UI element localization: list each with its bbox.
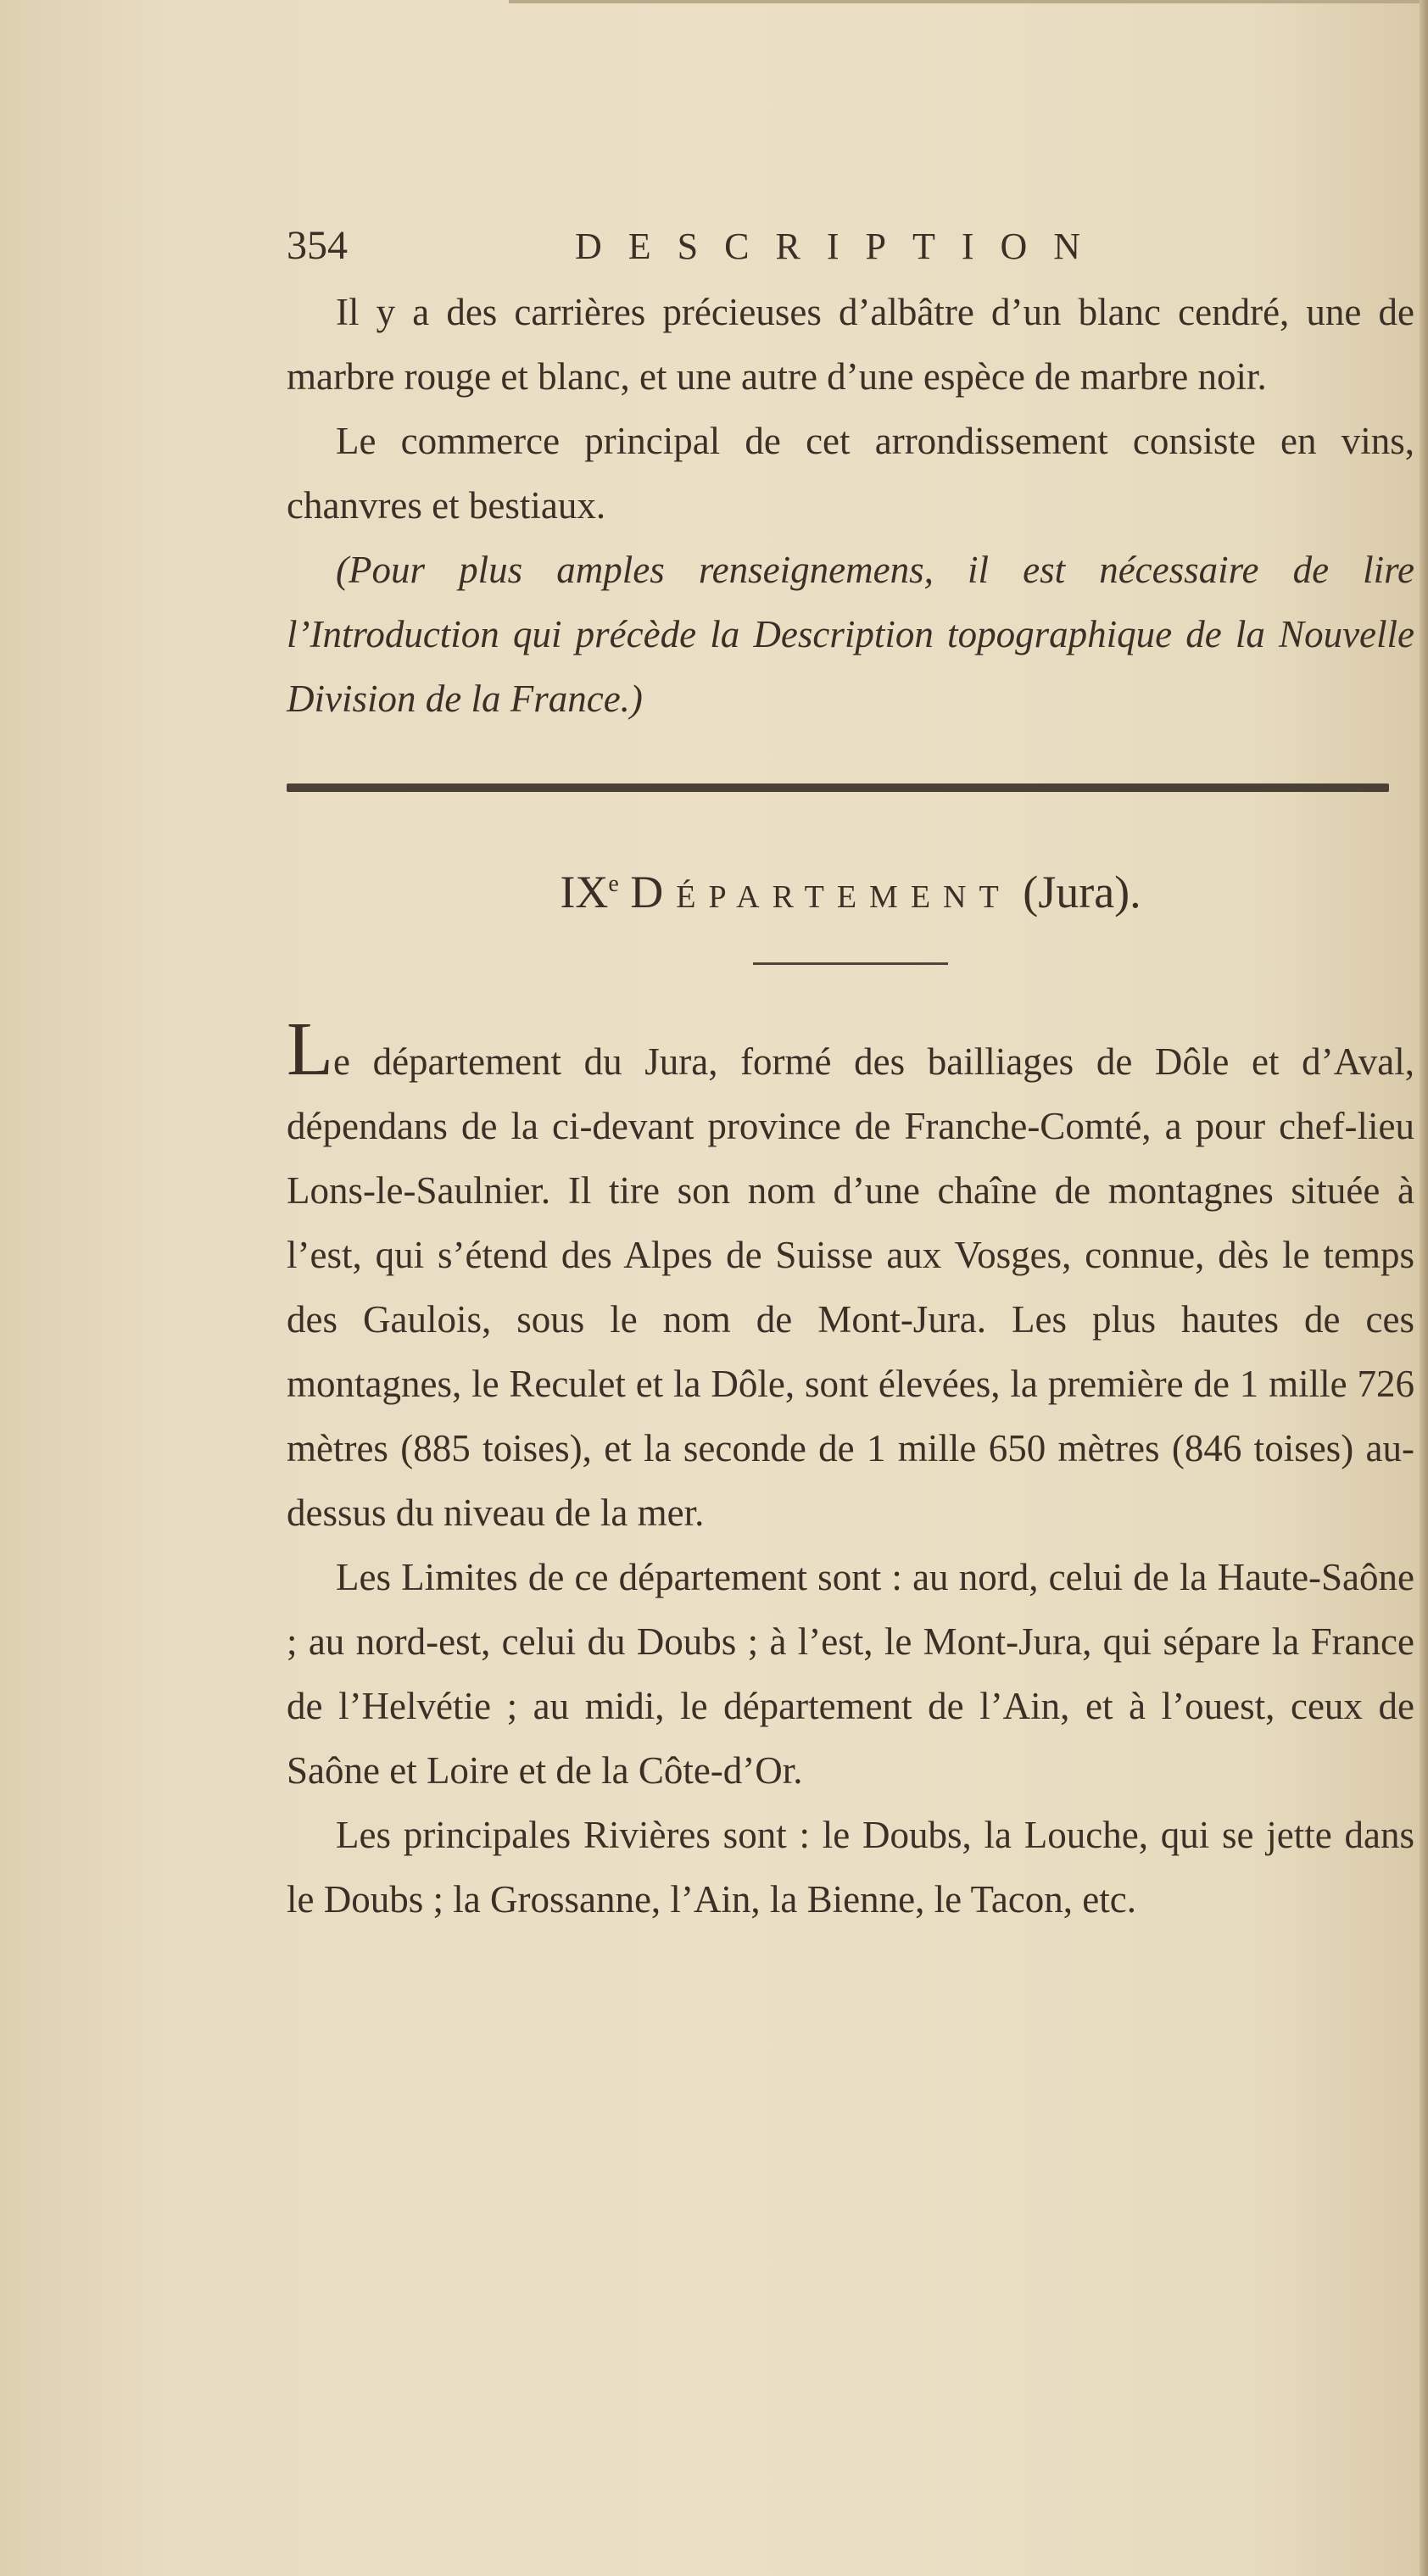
text-block bbox=[287, 212, 1414, 1932]
section-name: (Jura). bbox=[1023, 867, 1141, 917]
body-paragraph-1-text: e département du Jura, formé des bailliages de Dôle et d’Aval, dépendans de la ci-devant province de Franche-Comté, a pour chef-lieu Lons-le-Saulnier. Il tire son nom d’une chaîne de montagnes située à l’est, qui s’étend des Alpes de Suisse aux Vosges, connue, dès le temps des Gaulois, sous le nom de Mont-Jura. Les plus hautes de ces montagnes, le Reculet et la Dôle, sont élevées, la première de 1 mille 726 mètres (885 toises), et la seconde de 1 mille 650 mètres (846 toises) au-dessus du niveau de la mer. bbox=[287, 1040, 1414, 1534]
page-top-edge bbox=[509, 0, 1428, 3]
body-paragraph-2: Les Limites de ce département sont : au nord, celui de la Haute-Saône ; au nord-est, celui du Doubs ; à l’est, le Mont-Jura, qui sépare la France de l’Helvétie ; au midi, le département de l’Ain, et à l’ouest, ceux de Saône et Loire et de la Côte-d’Or. bbox=[287, 1556, 1414, 1792]
intro-note: (Pour plus amples renseignemens, il est nécessaire de lire l’Introduction qui précède la Description topographique de la Nouvelle Division de la France.) bbox=[287, 549, 1414, 720]
intro-paragraph-2: Le commerce principal de cet arrondissement consiste en vins, chanvres et bestiaux. bbox=[287, 420, 1414, 527]
body-paragraph-1 bbox=[287, 1007, 1414, 1545]
section-word: Département bbox=[630, 867, 1012, 917]
drop-cap: L bbox=[287, 1007, 333, 1091]
section-numeral: IX bbox=[560, 867, 609, 917]
intro-paragraph-1: Il y a des carrières précieuses d’albâtre d’un blanc cendré, une de marbre rouge et blanc, et une autre d’une espèce de marbre noir. bbox=[287, 291, 1414, 398]
page-spine-edge bbox=[1420, 0, 1428, 2576]
body-paragraph-3: Les principales Rivières sont : le Doubs, la Louche, qui se jette dans le Doubs ; la Grossanne, l’Ain, la Bienne, le Tacon, etc. bbox=[287, 1814, 1414, 1921]
running-head bbox=[287, 212, 1414, 280]
section-heading bbox=[287, 846, 1414, 930]
page-number: 354 bbox=[287, 223, 348, 268]
heading-underline-rule bbox=[753, 962, 948, 965]
section-superscript: e bbox=[608, 871, 619, 897]
section-divider-rule bbox=[287, 783, 1389, 792]
running-title: DESCRIPTION bbox=[575, 226, 1107, 267]
